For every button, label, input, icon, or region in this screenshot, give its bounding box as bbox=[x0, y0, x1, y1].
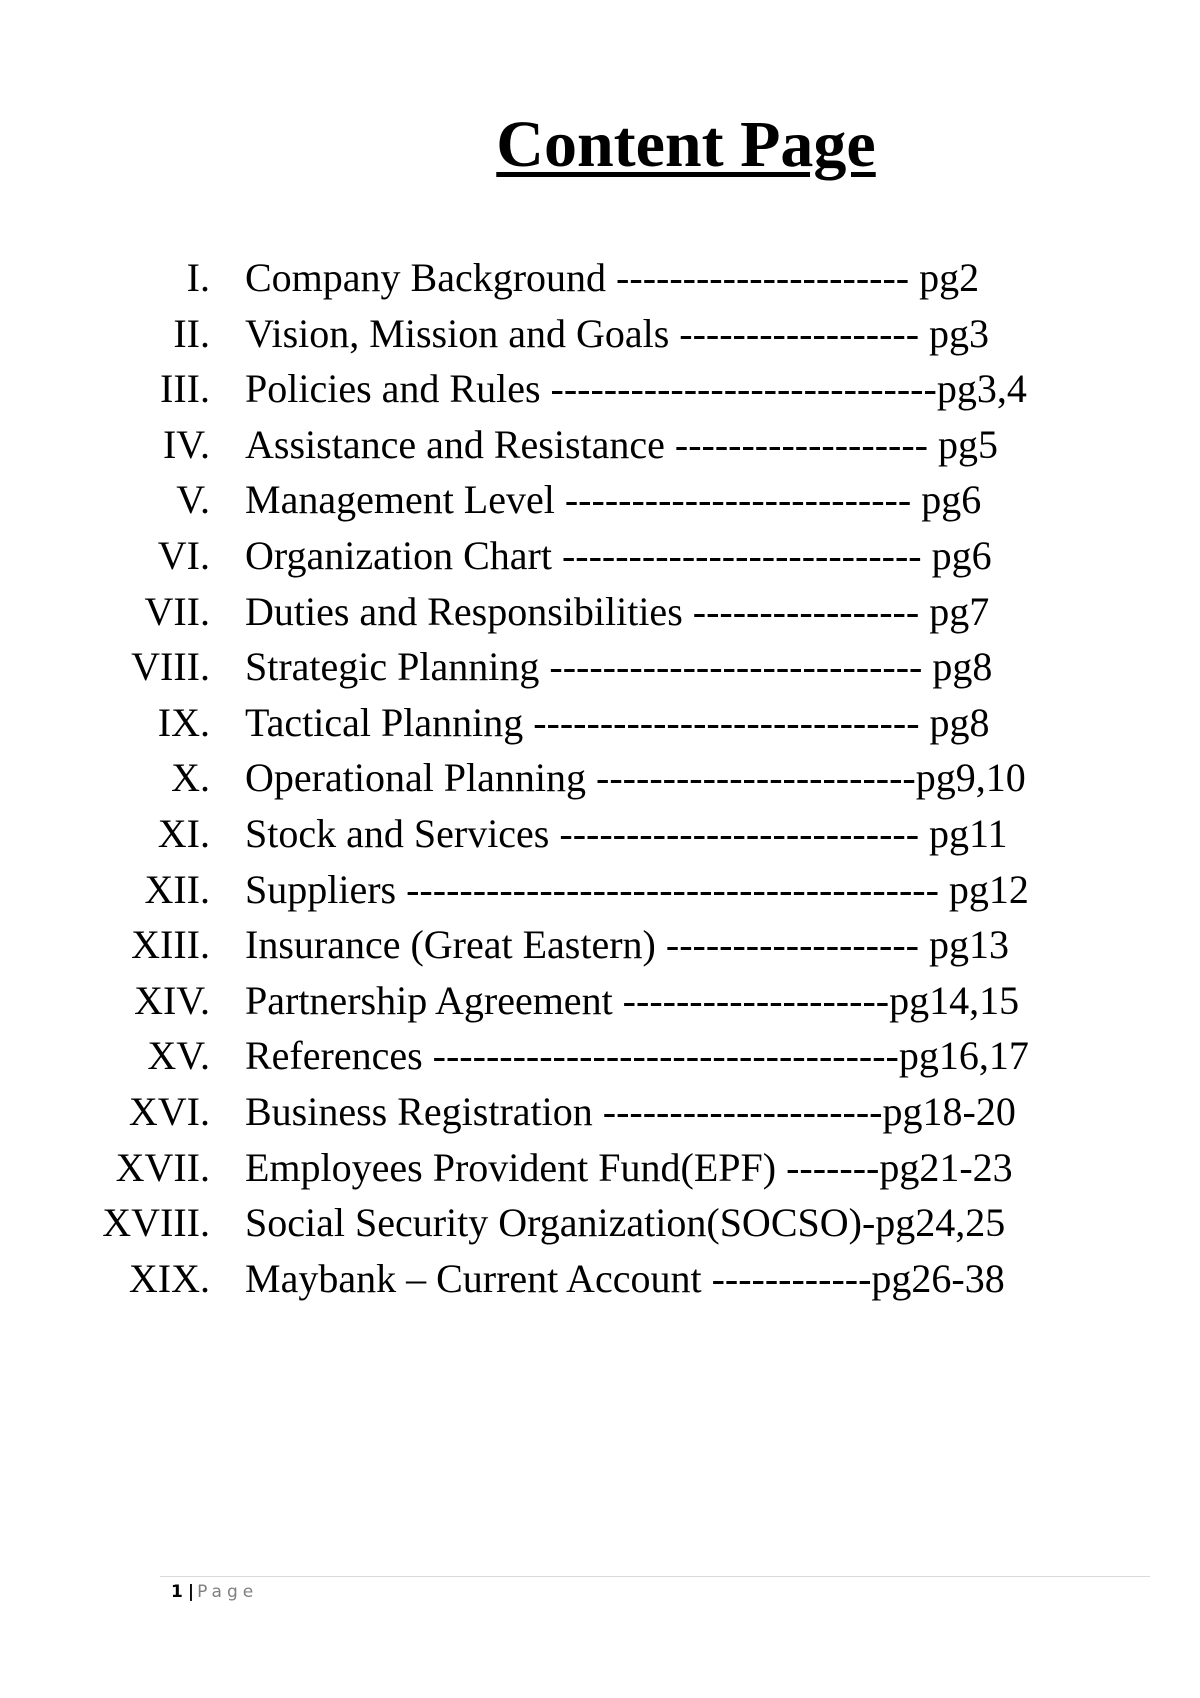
toc-entry bbox=[0, 866, 1200, 926]
toc-numeral: VIII. bbox=[131, 644, 210, 690]
toc-entry bbox=[0, 477, 1200, 536]
toc-entry bbox=[0, 755, 1200, 814]
toc-entry bbox=[0, 1088, 1200, 1148]
toc-numeral: VII. bbox=[144, 588, 210, 634]
toc-numeral: XVII. bbox=[115, 1144, 210, 1190]
toc-numeral: XVI. bbox=[128, 1088, 210, 1134]
toc-numeral: V. bbox=[176, 477, 210, 523]
toc-entry bbox=[0, 310, 1200, 370]
toc-entry bbox=[0, 699, 1200, 759]
toc-entry bbox=[0, 255, 1200, 314]
toc-numeral: XIX. bbox=[128, 1255, 210, 1301]
toc-numeral: IX. bbox=[157, 699, 210, 745]
toc-entry-text: Insurance (Great Eastern) ------------------- pg13 bbox=[245, 922, 1009, 968]
toc-numeral: XII. bbox=[144, 866, 210, 912]
toc-entry-text: Vision, Mission and Goals ------------------ pg3 bbox=[245, 310, 990, 356]
toc-entry bbox=[0, 810, 1200, 870]
toc-entry bbox=[0, 1144, 1200, 1204]
toc-numeral: XIII. bbox=[131, 922, 210, 968]
toc-numeral: III. bbox=[160, 366, 210, 412]
toc-entry-text: Duties and Responsibilities ----------------- pg7 bbox=[245, 588, 990, 634]
toc-entry bbox=[0, 421, 1200, 481]
toc-numeral: IV. bbox=[162, 421, 210, 467]
toc-entry bbox=[0, 1255, 1200, 1315]
toc-entry-text: Suppliers ---------------------------------------- pg12 bbox=[245, 866, 1029, 912]
toc-entry-text: Management Level -------------------------- pg6 bbox=[245, 477, 982, 523]
toc-entry-text: Policies and Rules -----------------------------pg3,4 bbox=[245, 366, 1027, 412]
toc-entry bbox=[0, 977, 1200, 1037]
toc-numeral: I. bbox=[186, 255, 210, 300]
toc-entry-text: Social Security Organization(SOCSO)-pg24,25 bbox=[245, 1200, 1006, 1246]
toc-entry bbox=[0, 922, 1200, 981]
toc-entry-text: Assistance and Resistance ------------------- pg5 bbox=[245, 421, 998, 467]
toc-entry bbox=[0, 644, 1200, 703]
toc-entry-text: Organization Chart --------------------------- pg6 bbox=[245, 532, 992, 578]
table-of-contents bbox=[0, 255, 1200, 1314]
toc-entry-text: Business Registration ---------------------pg18-20 bbox=[245, 1088, 1016, 1134]
footer-divider bbox=[160, 1576, 1150, 1577]
toc-entry-text: Employees Provident Fund(EPF) -------pg21-23 bbox=[245, 1144, 1013, 1190]
toc-numeral: X. bbox=[171, 755, 210, 801]
toc-entry-text: Stock and Services --------------------------- pg11 bbox=[245, 810, 1008, 856]
toc-numeral: XI. bbox=[157, 810, 210, 856]
toc-entry bbox=[0, 1200, 1200, 1259]
toc-entry bbox=[0, 532, 1200, 592]
toc-numeral: XV. bbox=[147, 1033, 210, 1079]
toc-entry bbox=[0, 588, 1200, 648]
toc-entry-text: Strategic Planning ---------------------------- pg8 bbox=[245, 644, 993, 690]
toc-entry bbox=[0, 366, 1200, 425]
toc-numeral: VI. bbox=[157, 532, 210, 578]
page-footer bbox=[171, 1584, 258, 1601]
toc-numeral: XIV. bbox=[134, 977, 210, 1023]
toc-numeral: XVIII. bbox=[102, 1200, 210, 1246]
page-title: Content Page bbox=[496, 108, 876, 181]
toc-entry-text: Operational Planning ------------------------pg9,10 bbox=[245, 755, 1026, 801]
toc-numeral: II. bbox=[173, 310, 210, 356]
toc-entry-text: Maybank – Current Account ------------pg26-38 bbox=[245, 1255, 1005, 1301]
footer-page-number: 1 bbox=[171, 1582, 183, 1602]
toc-entry bbox=[0, 1033, 1200, 1092]
toc-entry-text: Tactical Planning ----------------------------- pg8 bbox=[245, 699, 990, 745]
footer-page-label: Page bbox=[197, 1582, 259, 1602]
toc-entry-text: References -----------------------------------pg16,17 bbox=[245, 1033, 1029, 1079]
toc-entry-text: Company Background ---------------------- pg2 bbox=[245, 255, 980, 300]
toc-entry-text: Partnership Agreement --------------------pg14,15 bbox=[245, 977, 1020, 1023]
footer-separator: | bbox=[187, 1582, 195, 1602]
